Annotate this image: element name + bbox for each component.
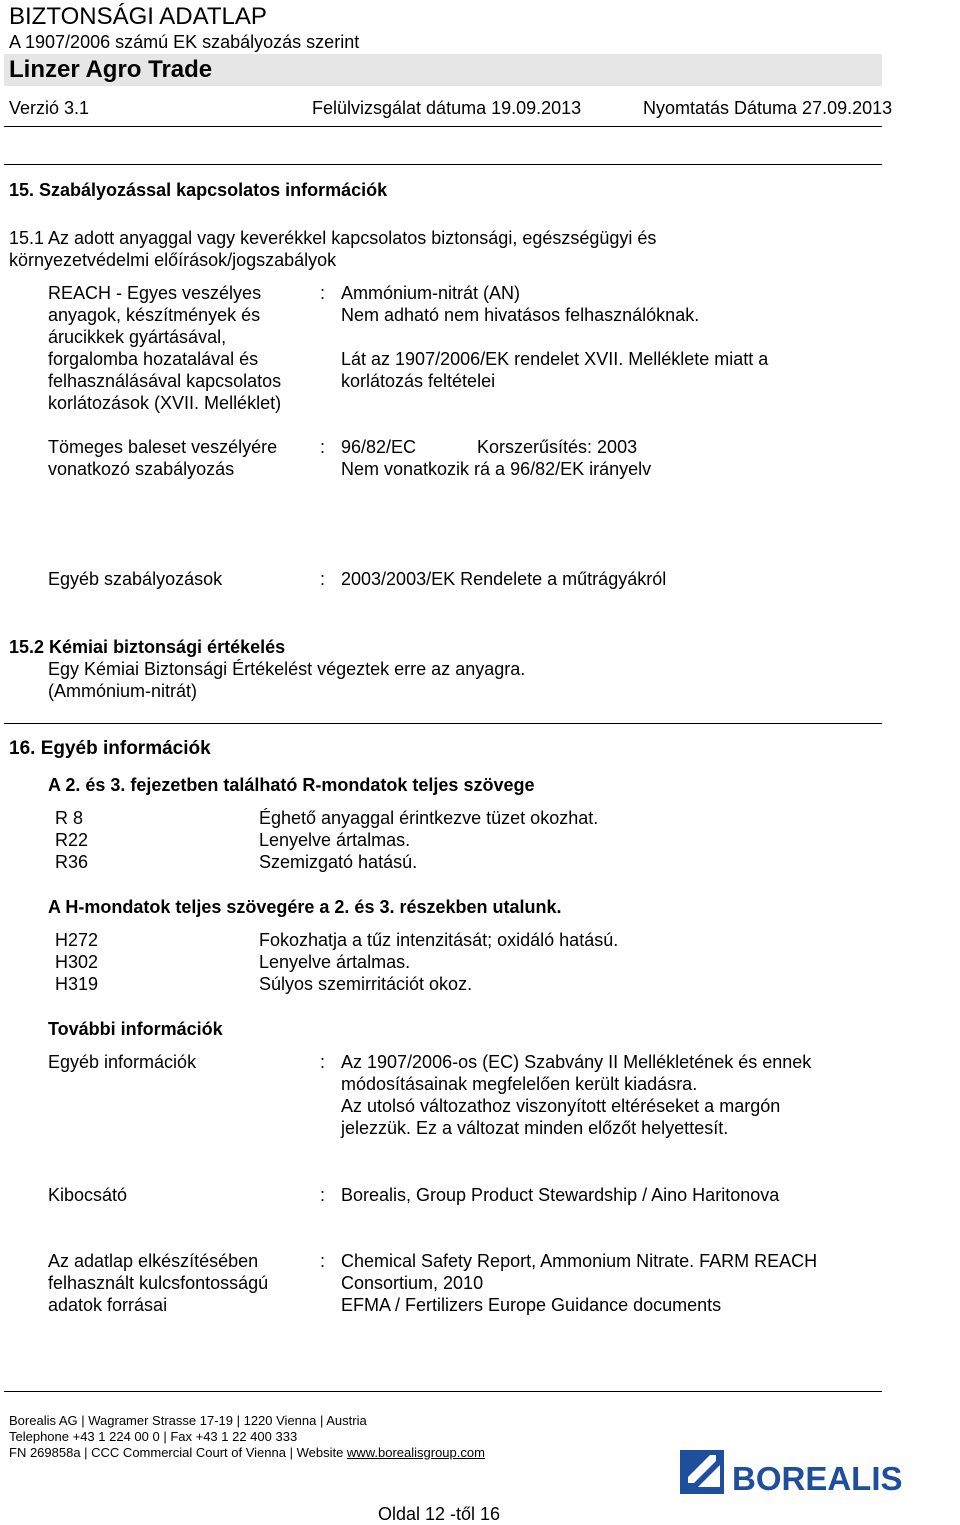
reach-value-3: Lát az 1907/2006/EK rendelet XVII. Melléklete miatt a [341,349,769,369]
h-phrase-code: H319 [55,974,99,994]
section-16-title: 16. Egyéb információk [9,738,211,759]
seveso-value-2: Nem vonatkozik rá a 96/82/EK irányelv [341,459,652,479]
borealis-logo [680,1447,956,1499]
seveso-value-1: 96/82/EC [341,437,417,457]
seveso-update: Korszerűsítés: 2003 [477,437,638,457]
r-phrase-code: R36 [55,852,89,872]
other-info-label: Egyéb információk [48,1052,197,1072]
reach-value-1: Ammónium-nitrát (AN) [341,283,521,303]
r-phrase-code: R 8 [55,808,84,828]
other-info-value: Az 1907/2006-os (EC) Szabvány II Mellékletének és ennek módosításainak megfelelően került kiadásra. Az utolsó változathoz viszonyított eltéréseket a margón jelezzük. Ez a változat minden előzőt helyettesít. [341,1052,812,1138]
other-info-colon: : [320,1052,326,1072]
header-divider [4,126,882,127]
other-regs-value: 2003/2003/EK Rendelete a műtrágyákról [341,569,667,589]
company-name: Linzer Agro Trade [9,56,213,83]
sources-label: Az adatlap elkészítésében felhasznált kulcsfontosságú adatok forrásai [48,1251,269,1315]
issuer-colon: : [320,1185,326,1205]
footer-address: Borealis AG | Wagramer Strasse 17-19 | 1220 Vienna | Austria [9,1413,367,1428]
section-15-2-line2: (Ammónium-nitrát) [48,681,198,701]
sources-value: Chemical Safety Report, Ammonium Nitrate. FARM REACH Consortium, 2010 EFMA / Fertilizers Europe Guidance documents [341,1251,818,1315]
page-number: Oldal 12 -től 16 [378,1504,501,1524]
h-phrase-text: Fokozhatja a tűz intenzitását; oxidáló hatású. [259,930,619,950]
further-info-heading: További információk [48,1019,223,1039]
issuer-value: Borealis, Group Product Stewardship / Aino Haritonova [341,1185,780,1205]
section-15-title: 15. Szabályozással kapcsolatos információk [9,180,388,200]
section-15-2-title: 15.2 Kémiai biztonsági értékelés [9,637,286,657]
section-divider [4,164,882,165]
svg-text:BOREALIS: BOREALIS [732,1460,903,1497]
website-link[interactable]: www.borealisgroup.com [346,1445,485,1460]
r-phrase-text: Lenyelve ártalmas. [259,830,411,850]
section-16-divider [4,723,882,724]
issuer-label: Kibocsátó [48,1185,128,1205]
document-subtitle: A 1907/2006 számú EK szabályozás szerint [9,32,360,52]
document-title: BIZTONSÁGI ADATLAP [9,3,267,30]
h-phrase-text: Súlyos szemirritációt okoz. [259,974,473,994]
reach-label: REACH - Egyes veszélyes anyagok, készítmények és árucikkek gyártásával, forgalomba hozatalával és felhasználásával kapcsolatos korlátozások (XVII. Melléklet) [48,283,282,413]
h-phrase-text: Lenyelve ártalmas. [259,952,411,972]
r-phrase-text: Szemizgató hatású. [259,852,418,872]
section-15-2-line1: Egy Kémiai Biztonsági Értékelést végeztek erre az anyagra. [48,659,526,679]
sources-colon: : [320,1251,326,1271]
r-phrases-heading: A 2. és 3. fejezetben található R-mondatok teljes szövege [48,775,535,795]
other-regs-colon: : [320,569,326,589]
seveso-colon: : [320,437,326,457]
r-phrase-code: R22 [55,830,89,850]
r-phrase-text: Éghető anyaggal érintkezve tüzet okozhat. [259,808,599,828]
print-date: Nyomtatás Dátuma 27.09.2013 [643,98,893,118]
h-phrase-code: H302 [55,952,99,972]
reach-value-2: Nem adható nem hivatásos felhasználóknak. [341,305,700,325]
h-phrase-code: H272 [55,930,99,950]
section-15-1-title-line2: környezetvédelmi előírások/jogszabályok [9,250,337,270]
other-regs-label: Egyéb szabályozások [48,569,223,589]
reach-colon: : [320,283,326,303]
footer-divider [4,1391,882,1392]
revision-date: Felülvizsgálat dátuma 19.09.2013 [312,98,582,118]
seveso-label: Tömeges baleset veszélyére vonatkozó szabályozás [48,437,278,479]
footer-phone: Telephone +43 1 224 00 0 | Fax +43 1 22 400 333 [9,1429,298,1444]
footer-registration: FN 269858a | CCC Commercial Court of Vienna | Website www.borealisgroup.com [9,1445,485,1460]
section-15-1-title-line1: 15.1 Az adott anyaggal vagy keverékkel kapcsolatos biztonsági, egészségügyi és [9,228,657,248]
reach-value-4: korlátozás feltételei [341,371,496,391]
version: Verzió 3.1 [9,98,90,118]
h-phrases-heading: A H-mondatok teljes szövegére a 2. és 3. részekben utalunk. [48,897,562,917]
